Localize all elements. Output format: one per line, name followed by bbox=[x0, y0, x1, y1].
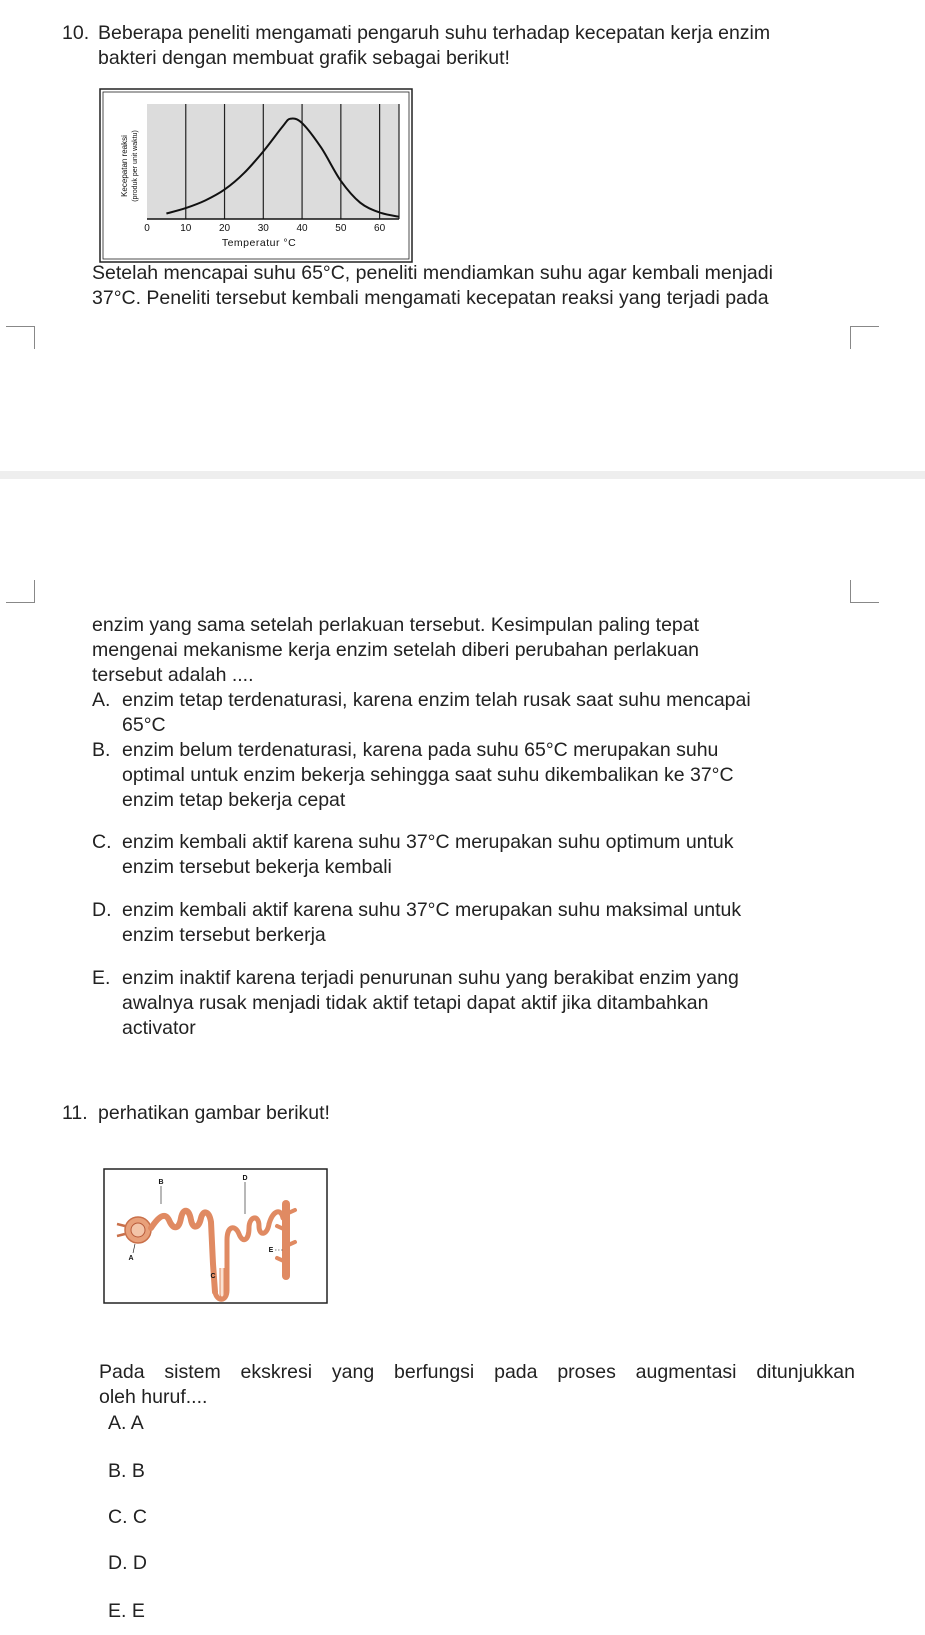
option-letter: B. bbox=[92, 739, 111, 761]
x-tick-label: 10 bbox=[180, 223, 192, 234]
option-text: enzim tersebut berkerja bbox=[122, 924, 326, 946]
option-text: enzim kembali aktif karena suhu 37°C merupakan suhu maksimal untuk bbox=[122, 899, 742, 921]
q11-stem-line-2: oleh huruf.... bbox=[99, 1386, 208, 1408]
option-text: enzim tersebut bekerja kembali bbox=[122, 856, 392, 878]
x-axis-label: Temperatur °C bbox=[221, 237, 297, 249]
option-letter: C. bbox=[92, 831, 112, 853]
label-d: D bbox=[242, 1175, 248, 1182]
option-text: activator bbox=[122, 1017, 196, 1039]
q10-cont-line-2: mengenai mekanisme kerja enzim setelah diberi perubahan perlakuan bbox=[92, 639, 700, 661]
q10-cont-line-3: tersebut adalah .... bbox=[92, 664, 254, 686]
q10-after-line-1: Setelah mencapai suhu 65°C, peneliti mendiamkan suhu agar kembali menjadi bbox=[92, 262, 773, 284]
enzyme-temperature-chart bbox=[99, 88, 413, 263]
x-tick-label: 60 bbox=[374, 223, 386, 234]
q11-option-a[interactable]: A. A bbox=[108, 1412, 144, 1434]
label-e: E bbox=[268, 1247, 274, 1254]
x-tick-label: 0 bbox=[144, 223, 150, 234]
x-tick-label: 30 bbox=[257, 223, 269, 234]
q10-stem-line-1: Beberapa peneliti mengamati pengaruh suhu terhadap kecepatan kerja enzim bbox=[98, 22, 771, 44]
option-text: enzim belum terdenaturasi, karena pada suhu 65°C merupakan suhu bbox=[122, 739, 719, 761]
q11-option-e[interactable]: E. E bbox=[108, 1600, 145, 1622]
loop-inner bbox=[220, 1268, 224, 1297]
page-separator bbox=[0, 471, 925, 479]
option-letter: A. bbox=[92, 689, 111, 711]
x-tick-label: 20 bbox=[218, 223, 231, 234]
q11-option-c[interactable]: C. C bbox=[108, 1506, 147, 1528]
nephron-diagram bbox=[103, 1168, 328, 1304]
q11-option-d[interactable]: D. D bbox=[108, 1552, 147, 1574]
q10-after-line-2: 37°C. Peneliti tersebut kembali mengamati kecepatan reaksi yang terjadi pada bbox=[92, 287, 769, 309]
y-axis-label-line-2: (produk per unit waktu) bbox=[132, 130, 139, 202]
page-corner-mark bbox=[850, 326, 879, 349]
option-letter: D. bbox=[92, 899, 112, 921]
q10-number: 10. bbox=[62, 22, 90, 44]
q11-number: 11. bbox=[62, 1102, 88, 1124]
option-text: optimal untuk enzim bekerja sehingga saat suhu dikembalikan ke 37°C bbox=[122, 764, 734, 786]
glomerulus bbox=[131, 1223, 145, 1237]
option-text: enzim kembali aktif karena suhu 37°C merupakan suhu optimum untuk bbox=[122, 831, 734, 853]
q10-cont-line-1: enzim yang sama setelah perlakuan tersebut. Kesimpulan paling tepat bbox=[92, 614, 700, 636]
option-text: enzim tetap terdenaturasi, karena enzim telah rusak saat suhu mencapai bbox=[122, 689, 751, 711]
option-letter: E. bbox=[92, 967, 111, 989]
q10-stem-line-2: bakteri dengan membuat grafik sebagai berikut! bbox=[98, 47, 510, 69]
q11-stem-line-1: Pada sistem ekskresi yang berfungsi pada proses augmentasi ditunjukkan bbox=[99, 1361, 855, 1383]
page-corner-mark bbox=[6, 326, 35, 349]
option-text: enzim inaktif karena terjadi penurunan suhu yang berakibat enzim yang bbox=[122, 967, 739, 989]
option-text: enzim tetap bekerja cepat bbox=[122, 789, 346, 811]
q11-prompt: perhatikan gambar berikut! bbox=[98, 1102, 330, 1124]
label-b: B bbox=[158, 1179, 164, 1186]
y-axis-label-line-1: Kecepatan reaksi bbox=[120, 135, 129, 197]
option-text: 65°C bbox=[122, 714, 166, 736]
option-text: awalnya rusak menjadi tidak aktif tetapi dapat aktif jika ditambahkan bbox=[122, 992, 709, 1014]
page-corner-mark bbox=[850, 580, 879, 603]
x-tick-label: 50 bbox=[335, 223, 347, 234]
plot-area bbox=[147, 104, 399, 219]
label-c: C bbox=[210, 1273, 216, 1280]
q11-option-b[interactable]: B. B bbox=[108, 1460, 145, 1482]
label-a: A bbox=[128, 1255, 134, 1262]
x-tick-label: 40 bbox=[296, 223, 308, 234]
page-corner-mark bbox=[6, 580, 35, 603]
